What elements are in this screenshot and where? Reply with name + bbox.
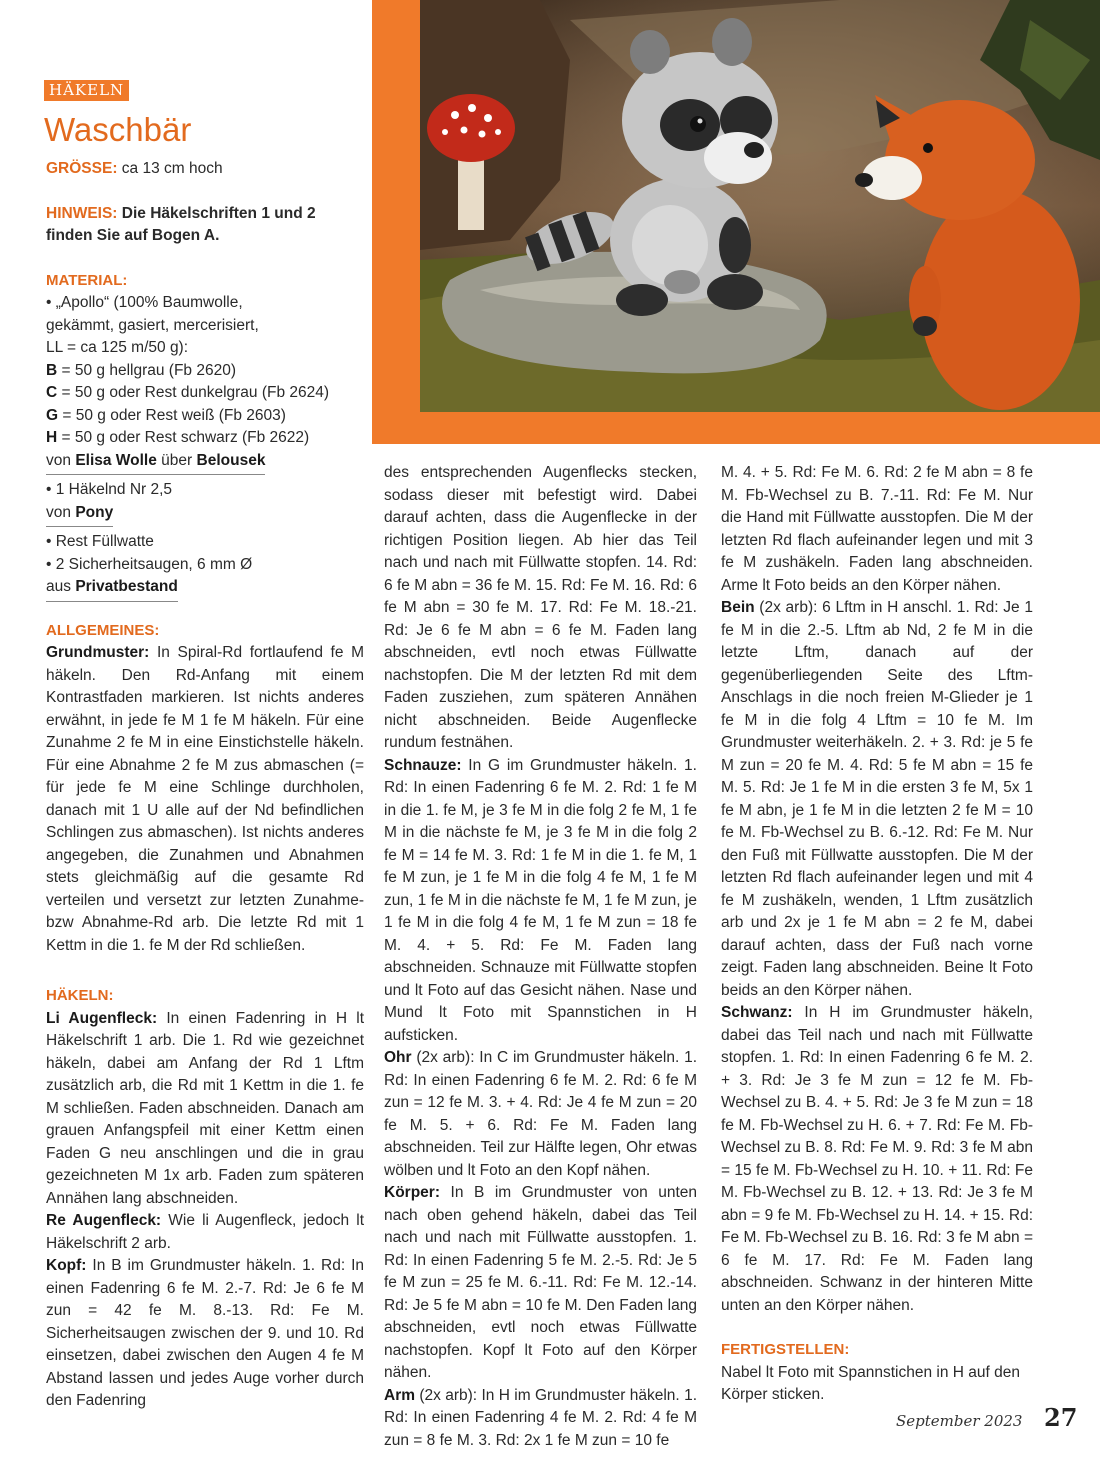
right-eyepatch: Re Augenfleck: Wie li Augenfleck, jedoch lt Häkelschrift 2 arb. bbox=[46, 1212, 364, 1252]
crochet-heading: HÄKELN: bbox=[46, 987, 114, 1004]
material-heading: MATERIAL: bbox=[46, 271, 128, 289]
raccoon-fox-photo bbox=[420, 0, 1100, 412]
column-left bbox=[46, 158, 364, 1413]
head-instructions: Kopf: In B im Grundmuster häkeln. 1. Rd: In einen Fadenring 6 fe M. 2.-7. Rd: Je 6 fe M zun = 42 fe M. 8.-13. Rd: Fe M. Sicherheitsaugen zwischen der 9. und 10. Rd einsetzen, dabei zwischen den Augen 4 fe M Abstand lassen und jedes Auge vorher durch den Fadenring bbox=[46, 1257, 364, 1409]
hint-label: HINWEIS: bbox=[46, 204, 118, 222]
photo-illustration bbox=[420, 0, 1100, 412]
section-tag: HÄKELN bbox=[44, 80, 129, 101]
material-yarn-2: gekämmt, gasiert, mercerisiert, bbox=[46, 316, 259, 334]
issue-date: September 2023 bbox=[896, 1412, 1023, 1430]
material-yarn-3: LL = ca 125 m/50 g): bbox=[46, 339, 189, 356]
page-number: 27 bbox=[1044, 1403, 1078, 1432]
column-right bbox=[721, 462, 1033, 1407]
left-eyepatch: Li Augenfleck: In einen Fadenring in H lt Häkelschrift 1 arb. Die 1. Rd wie gezeichnet häkeln, dabei am Anfang der Rd 1 Lftm zusätzlich arb, die Rd mit 1 Kettm in die 1. fe M schließen. Faden abschneiden. Danach am grauen Anfangspfeil mit einer Kettm einen Faden G neu anschlingen und die in grau gezeichneten M 1x arb. Faden zum späteren Annähen lang abschneiden. bbox=[46, 1009, 365, 1207]
extras-source: aus Privatbestand bbox=[46, 576, 364, 606]
color-b: B = 50 g hellgrau (Fb 2620) bbox=[46, 361, 236, 379]
snout-instructions: Schnauze: In G im Grundmuster häkeln. 1. Rd: In einen Fadenring 6 fe M. 2. Rd: 1 fe M in die 1. fe M, je 3 fe M in die folg 2 fe M, 1 fe M in die nächste fe M, je 3 fe M in die folg 2 fe M = 14 fe M. 3. Rd: 1 fe M in die 1. fe M, 1 fe M zun, je 1 fe M in die folg 4 fe M, 1 fe M zun, 1 fe M in die nächste fe M, 1 fe M zun, je 1 fe M in die folg 4 fe M, 1 fe M zun = 18 fe M. 4. + 5. Rd: Fe M. Faden lang abschneiden. Schnauze mit Füllwatte stopfen und lt Foto auf das Gesicht nähen. Nase und Mund lt Foto mit Spannstichen in H aufsticken. bbox=[384, 756, 697, 1044]
column-middle bbox=[384, 462, 697, 1452]
material-yarn-1: • „Apollo“ (100% Baumwolle, bbox=[46, 294, 243, 311]
head-continued: des entsprechenden Augenflecks stecken, sodass dieser mit befestigt wird. Dabei darauf achten, dass die Augenflecke in der richtigen Position liegen. Ab hier das Teil nach und nach mit Füllwatte stopfen. 14. Rd: 6 fe M abn = 36 fe M. 15. Rd: Fe M. 16. Rd: 6 fe M abn = 30 fe M. 17. Rd: Fe M. 18.-21. Rd: Je 6 fe M abn = 6 fe M. Faden lang abschneiden, evtl noch etwas Füllwatte nachstopfen. Die M der letzten Rd mit dem Faden zusziehen, zum späteren Annähen nicht abschneiden. Beide Augenflecke rundum festnähen. bbox=[384, 464, 697, 751]
arm-continued: M. 4. + 5. Rd: Fe M. 6. Rd: 2 fe M abn = 8 fe M. Fb-Wechsel zu B. 7.-11. Rd: Fe M. Nur die Hand mit Füllwatte ausstopfen. Die M der letzten Rd flach aufeinander legen und mit 3 fe M zushäkeln. Faden lang abschneiden. Arme lt Foto beids an den Körper nähen. bbox=[721, 464, 1033, 594]
size-line bbox=[46, 158, 364, 181]
general-heading: ALLGEMEINES: bbox=[46, 621, 160, 639]
size-text: ca 13 cm hoch bbox=[117, 160, 223, 177]
ear-instructions: Ohr (2x arb): In C im Grundmuster häkeln. 1. Rd: In einen Fadenring 6 fe M. 2. Rd: 6 fe M zun = 12 fe M. 3. + 4. Rd: Je 4 fe M zun = 20 fe M. 5. + 6. Rd: Fe M. Faden lang abschneiden. Teil zur Hälfte legen, Ohr etwas wölben und lt Foto an den Kopf nähen. bbox=[384, 1049, 697, 1179]
extra-eyes: • 2 Sicherheitsaugen, 6 mm Ø bbox=[46, 555, 253, 573]
hint-text: Die Häkelschriften 1 und 2 finden Sie auf Bogen A. bbox=[46, 204, 316, 244]
general-text: Grundmuster: In Spiral-Rd fortlaufend fe M häkeln. Den Rd-Anfang mit einem Kontrastfaden markieren. Ist nichts anderes erwähnt, in jede fe M 1 fe M häkeln. Für eine Zunahme 2 fe M in eine Einstichstelle häkeln. Für eine Abnahme 2 fe M zus abmaschen (= für jede fe M eine Schlinge durchholen, danach mit 1 U alle auf der Nd befindlichen Schlingen zus abmaschen). Ist nichts anderes angegeben, die Zunahmen und Abnahmen stets gleichmäßig auf die gesamte Rd verteilen und versetzt zur letzten Zunahme- bzw Abnahme-Rd arb. Die letzte Rd mit 1 Kettm in die 1. fe M der Rd schließen. bbox=[46, 644, 364, 954]
color-c: C = 50 g oder Rest dunkelgrau (Fb 2624) bbox=[46, 384, 330, 401]
finishing-text: Nabel lt Foto mit Spannstichen in H auf den Körper sticken. bbox=[721, 1363, 1020, 1403]
needle-source: von Pony bbox=[46, 502, 364, 532]
photo-frame bbox=[372, 0, 1100, 444]
yarn-source: von Elisa Wolle über Belousek bbox=[46, 450, 364, 480]
extra-filling: • Rest Füllwatte bbox=[46, 533, 154, 550]
hint-line bbox=[46, 203, 364, 248]
arm-instructions: Arm (2x arb): In H im Grundmuster häkeln. 1. Rd: In einen Fadenring 4 fe M. 2. Rd: 4 fe M zun = 8 fe M. 3. Rd: 2x 1 fe M zun = 10 fe bbox=[384, 1386, 697, 1449]
size-label: GRÖSSE: bbox=[46, 160, 118, 177]
page-title: Waschbär bbox=[44, 111, 192, 148]
body-instructions: Körper: In B im Grundmuster von unten nach oben gehend häkeln, dabei das Teil nach und nach mit Füllwatte ausstopfen. 1. Rd: In einen Fadenring 5 fe M. 2.-5. Rd: Je 5 fe M zun = 25 fe M. 6.-11. Rd: Fe M. 12.-14. Rd: Je 5 fe M abn = 10 fe M. Den Faden lang abschneiden, evtl noch etwas Füllwatte nachstopfen. Kopf lt Foto auf den Körper nähen. bbox=[384, 1184, 697, 1381]
tail-instructions: Schwanz: In H im Grundmuster häkeln, dabei das Teil nach und nach mit Füllwatte stopfen. 1. Rd: In einen Fadenring 6 fe M. 2. + 3. Rd: Je 3 fe M zun = 12 fe M. Fb-Wechsel zu B. 4. + 5. Rd: Je 3 fe M zun = 18 fe M. Fb-Wechsel zu H. 6. + 7. Rd: Fe M. Fb-Wechsel zu B. 8. Rd: Fe M. 9. Rd: 3 fe M abn = 15 fe M. Fb-Wechsel zu H. 10. + 11. Rd: Fe M. Fb-Wechsel zu B. 12. + 13. Rd: Je 3 fe M abn = 9 fe M. Fb-Wechsel zu H. 14. + 15. Rd: Fe M. Fb-Wechsel zu B. 16. Rd: 3 fe M abn = 6 fe M. 17. Rd: Fe M. Faden lang abschneiden. Schwanz in der hinteren Mitte unten an den Körper nähen. bbox=[721, 1004, 1033, 1314]
needle-line: • 1 Häkelnd Nr 2,5 bbox=[46, 481, 173, 498]
color-h: H = 50 g oder Rest schwarz (Fb 2622) bbox=[46, 429, 310, 446]
leg-instructions: Bein (2x arb): 6 Lftm in H anschl. 1. Rd: Je 1 fe M in die 2.-5. Lftm ab Nd, 2 fe M in die letzte Lftm, danach auf der gegenüberliegenden Seite des Lftm-Anschlags in die noch freien M-Glieder je 1 fe M in die folg 4 Lftm = 10 fe M. Im Grundmuster weiterhäkeln. 2. + 3. Rd: je 5 fe M zun = 20 fe M. 4. Rd: 5 fe M abn = 15 fe M. 5. Rd: Je 1 fe M in die ersten 3 fe M, 5x 1 fe M abn, je 1 fe M in die letzten 2 fe M = 10 fe M. Fb-Wechsel zu B. 6.-12. Rd: Fe M. Nur den Fuß mit Füllwatte ausstopfen. Die M der letzten Rd flach aufeinander legen und mit 4 fe M zushäkeln, wenden, 1 Lftm zusätzlich arb und 2x je 1 fe M abn = 2 fe M, dabei darauf achten, dass der Fuß nach vorne zeigt. Faden lang abschneiden. Beine lt Foto beids an den Körper nähen. bbox=[721, 599, 1033, 999]
color-g: G = 50 g oder Rest weiß (Fb 2603) bbox=[46, 406, 286, 424]
finishing-heading: FERTIGSTELLEN: bbox=[721, 1341, 850, 1358]
